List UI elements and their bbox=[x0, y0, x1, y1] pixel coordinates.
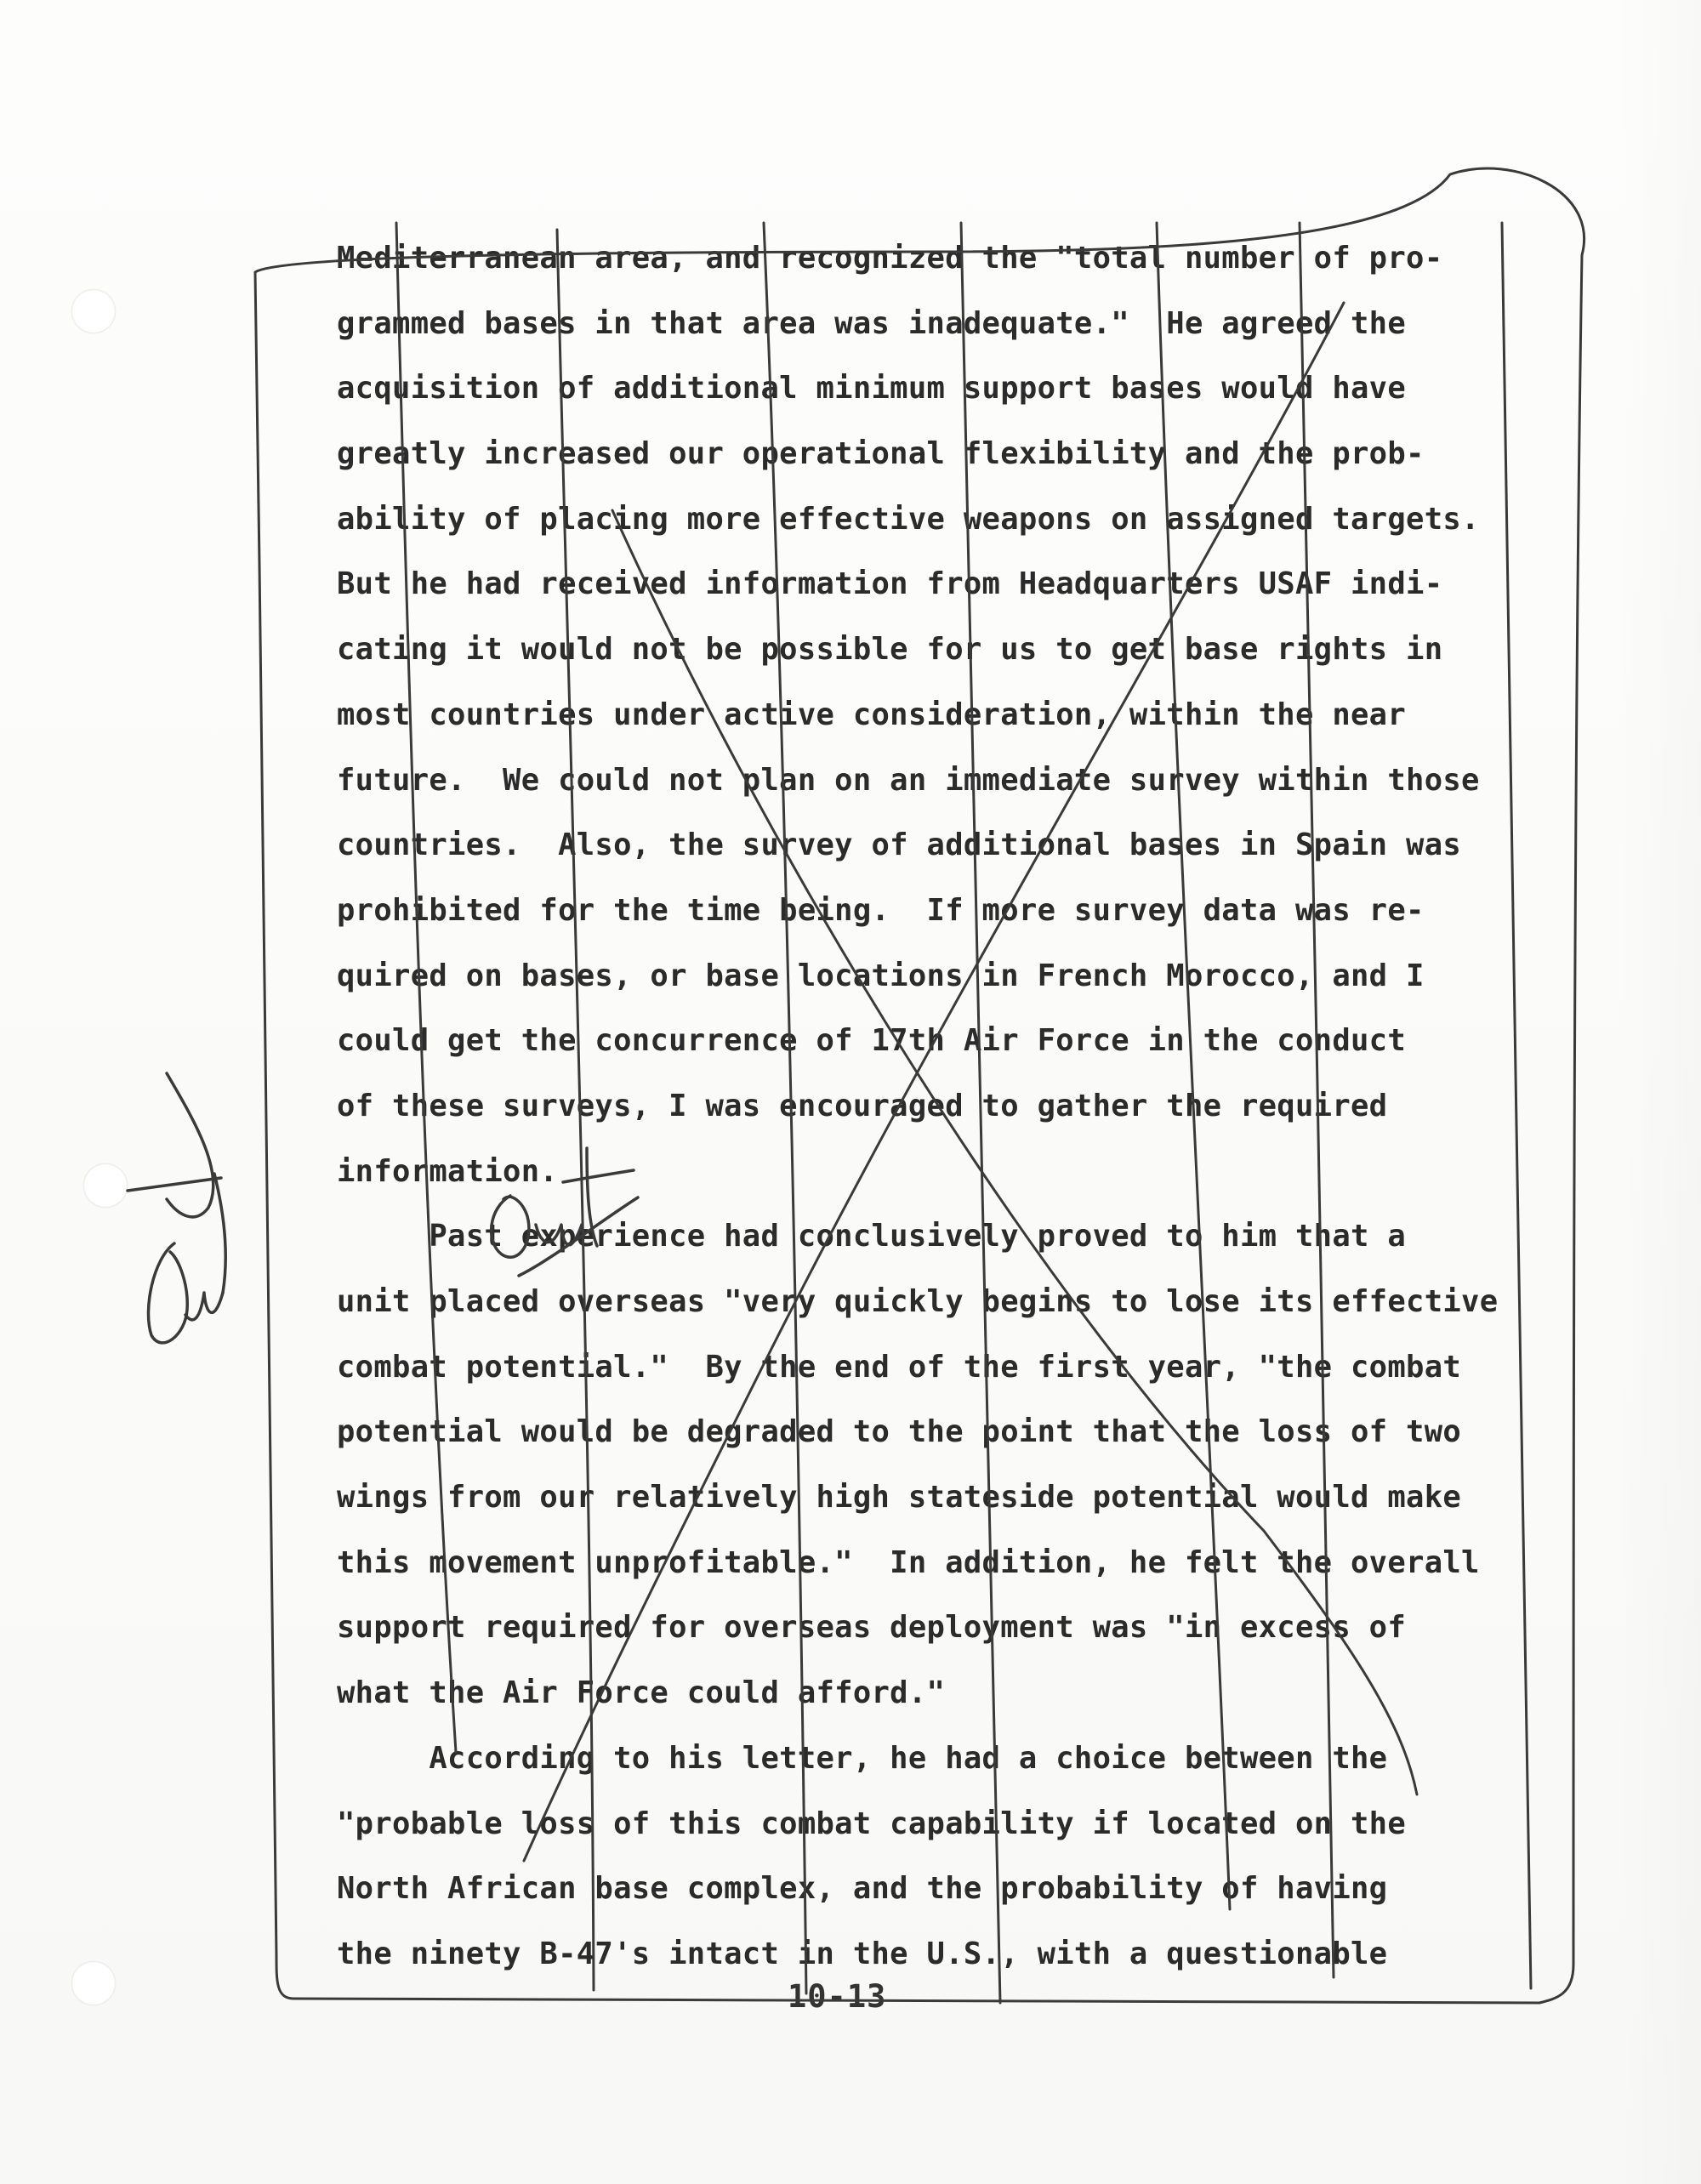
page-edge-shadow bbox=[1616, 0, 1701, 2184]
text-line: North African base complex, and the probability of having bbox=[337, 1871, 1388, 1907]
text-line: most countries under active consideration, within the near bbox=[337, 697, 1407, 732]
text-line: of these surveys, I was encouraged to gather the required bbox=[337, 1088, 1388, 1123]
text-line: According to his letter, he had a choice between the bbox=[337, 1740, 1388, 1776]
text-line: future. We could not plan on an immediate survey within those bbox=[337, 762, 1480, 798]
text-line: support required for overseas deployment was "in excess of bbox=[337, 1610, 1407, 1646]
text-line: unit placed overseas "very quickly begins to lose its effective bbox=[337, 1284, 1499, 1319]
text-line: acquisition of additional minimum support bases would have bbox=[337, 371, 1407, 407]
binder-hole-bottom bbox=[71, 1961, 116, 2005]
text-line: But he had received information from Headquarters USAF indi- bbox=[337, 566, 1443, 602]
text-line: grammed bases in that area was inadequate." He agreed the bbox=[337, 305, 1407, 341]
text-line: greatly increased our operational flexibility and the prob- bbox=[337, 436, 1425, 472]
text-line: Mediterranean area, and recognized the "total number of pro- bbox=[337, 241, 1443, 276]
text-line: quired on bases, or base locations in French Morocco, and I bbox=[337, 958, 1425, 993]
text-line: wings from our relatively high stateside potential would make bbox=[337, 1480, 1462, 1516]
text-line: ability of placing more effective weapons on assigned targets. bbox=[337, 501, 1480, 537]
text-line: this movement unprofitable." In addition, he felt the overall bbox=[337, 1544, 1480, 1580]
binder-hole-middle bbox=[83, 1163, 128, 1208]
text-line: Past experience had conclusively proved to him that a bbox=[337, 1219, 1407, 1254]
text-line: the ninety B-47's intact in the U.S., with a questionable bbox=[337, 1936, 1388, 1971]
text-line: combat potential." By the end of the first year, "the combat bbox=[337, 1349, 1462, 1385]
margin-out-handwriting bbox=[128, 1073, 225, 1343]
text-line: prohibited for the time being. If more survey data was re- bbox=[337, 892, 1425, 928]
binder-hole-top bbox=[71, 289, 116, 333]
text-line: "probable loss of this combat capability if located on the bbox=[337, 1806, 1407, 1841]
typed-text-block bbox=[337, 226, 1596, 1988]
text-line: potential would be degraded to the point that the loss of two bbox=[337, 1414, 1462, 1450]
text-line: could get the concurrence of 17th Air Force in the conduct bbox=[337, 1023, 1407, 1059]
text-line: what the Air Force could afford." bbox=[337, 1675, 946, 1711]
text-line: information. bbox=[337, 1153, 559, 1189]
page-number: 10-13 bbox=[788, 1978, 887, 2015]
text-line: cating it would not be possible for us to get base rights in bbox=[337, 632, 1443, 668]
text-line: countries. Also, the survey of additional bases in Spain was bbox=[337, 828, 1462, 863]
